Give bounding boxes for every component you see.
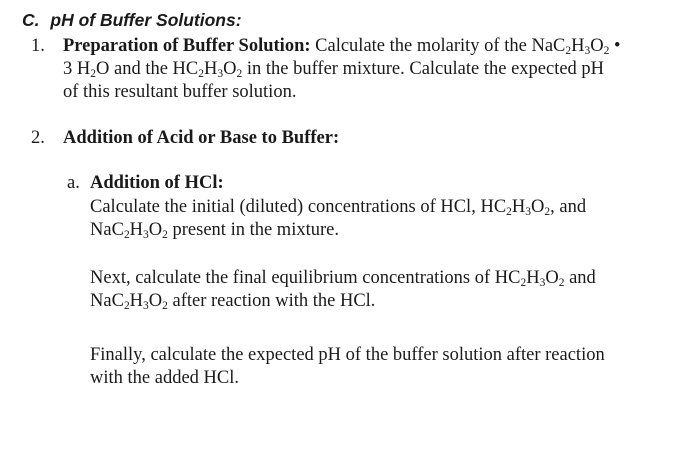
formula-acetic-acid: $HC_2H_3O_2$ (172, 59, 243, 81)
sub-a-p2-line-1-text: Next, calculate the final equilibrium concentrations of (90, 268, 495, 288)
formula-sodium-acetate: $NaC_2H_3O_2$ (90, 291, 168, 313)
sub-a-p2-line-2-text: after reaction with the HCl. (167, 291, 376, 311)
sub-a-p1-line-2-text: present in the mixture. (167, 220, 339, 240)
item-1-line-2-text-a: and the (109, 59, 173, 79)
sub-a-p2-line-1-end: and (564, 268, 596, 288)
sub-a-p3-line-1: Finally, calculate the expected pH of the buffer solution after reaction (90, 345, 605, 365)
item-1-line-1 (63, 35, 620, 58)
item-1-line-1-text: Calculate the molarity of the (310, 36, 532, 56)
sub-a-title: Addition of HCl: (90, 173, 224, 193)
item-1-line-2 (63, 58, 604, 81)
sub-a-p1-line-1 (90, 196, 586, 219)
item-1-number: 1. (31, 36, 45, 56)
formula-sodium-acetate: $NaC_2H_3O_2$ (90, 220, 168, 242)
formula-acetic-acid: $HC_2H_3O_2$, (480, 197, 555, 219)
sub-a-label: a. (67, 173, 80, 193)
item-1-lead: Preparation of Buffer Solution: (63, 36, 311, 56)
sub-a-p1-line-1-text: Calculate the initial (diluted) concentrations of HCl, (90, 197, 481, 217)
sub-a-p1-line-1-end: and (554, 197, 587, 217)
item-2-number: 2. (31, 128, 45, 148)
section-title: pH of Buffer Solutions: (50, 10, 242, 30)
item-1-line-3: of this resultant buffer solution. (63, 82, 297, 102)
sub-a-p2-line-2 (90, 290, 375, 313)
section-letter: C. (22, 10, 40, 30)
sub-a-p1-line-2 (90, 219, 339, 242)
formula-sodium-acetate-trihydrate: $NaC_2H_3O_2$ • (531, 36, 621, 58)
item-1-line-2-text-b: in the buffer mixture. Calculate the expected pH (242, 59, 605, 79)
sub-a-p3-line-2: with the added HCl. (90, 368, 240, 388)
sub-a-p2-line-1 (90, 267, 596, 290)
section-heading (22, 9, 242, 32)
formula-water: 3 $H_2O$ (63, 59, 110, 81)
formula-acetic-acid: $HC_2H_3O_2$ (494, 268, 565, 290)
item-2-title: Addition of Acid or Base to Buffer: (63, 128, 340, 148)
